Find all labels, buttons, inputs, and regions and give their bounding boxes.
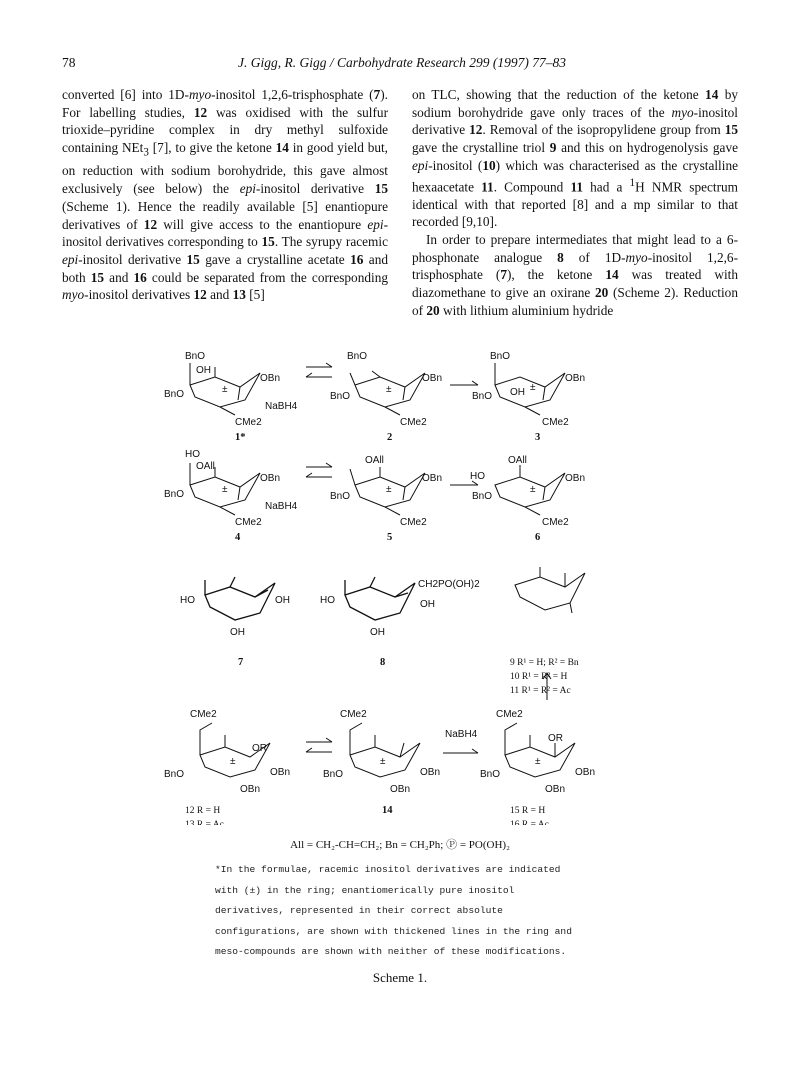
reagent-nabh4: NaBH4 bbox=[265, 501, 298, 512]
label-cme2: CMe2 bbox=[496, 709, 523, 720]
compound-9-definition: 9 R¹ = H; R² = Bn bbox=[510, 658, 579, 668]
label-obn: OBn bbox=[240, 784, 261, 795]
label-cme2: CMe2 bbox=[190, 709, 217, 720]
label-bno: BnO bbox=[472, 491, 493, 502]
label-oh: OH bbox=[230, 627, 245, 638]
footnote-line: derivatives, represented in their correct absolute bbox=[215, 905, 503, 917]
label-bno: BnO bbox=[472, 391, 493, 402]
compound-number: 8 bbox=[380, 657, 386, 668]
label-bno: BnO bbox=[164, 769, 185, 780]
label-bno: BnO bbox=[480, 769, 501, 780]
label-bno: BnO bbox=[164, 389, 185, 400]
label-obn: OBn bbox=[260, 373, 281, 384]
compound-number: 7 bbox=[238, 657, 244, 668]
label-oall: OAll bbox=[508, 455, 527, 466]
label-oh: OH bbox=[196, 365, 211, 376]
label-obn: OBn bbox=[420, 767, 441, 778]
compound-16-definition: 16 R = Ac bbox=[510, 820, 549, 825]
footnote-line: configurations, are shown with thickened lines in the ring and bbox=[215, 925, 572, 937]
label-ho: HO bbox=[470, 471, 485, 482]
racemic-mark: ± bbox=[535, 756, 541, 767]
racemic-mark: ± bbox=[222, 384, 228, 395]
footnote-line: meso-compounds are shown with neither of these modifications. bbox=[215, 946, 567, 958]
label-or: OR bbox=[548, 733, 563, 744]
label-obn: OBn bbox=[422, 373, 443, 384]
right-paragraph-1: on TLC, showing that the reduction of the ketone 14 by sodium borohydride gave only traces of the myo-inositol derivative 12. Removal of the isopropylidene group from 15 gave the crystalline triol 9 and this on hydrogenolysis gave epi-inositol (10) which was characterised as the crystalline hexaacetate 11. Compound 11 had a $^1$H NMR spectrum identical with that reported [8] and a mp similar to that recorded [9,10]. bbox=[412, 87, 739, 230]
label-or: OR bbox=[252, 743, 267, 754]
structure-14 bbox=[350, 723, 420, 777]
label-oh: OH bbox=[275, 595, 290, 606]
label-ch2po: CH2PO(OH)2 bbox=[418, 579, 480, 590]
label-bno: BnO bbox=[330, 491, 351, 502]
left-column bbox=[62, 86, 388, 304]
structure-15 bbox=[505, 723, 575, 777]
right-column bbox=[412, 86, 738, 320]
label-obn: OBn bbox=[422, 473, 443, 484]
label-bno: BnO bbox=[323, 769, 344, 780]
label-oall: OAll bbox=[196, 461, 215, 472]
scheme-footnote bbox=[215, 860, 635, 963]
racemic-mark: ± bbox=[530, 382, 536, 393]
equilibrium-arrows-1-2 bbox=[306, 363, 332, 377]
label-ho: HO bbox=[185, 449, 200, 460]
structure-7 bbox=[205, 577, 275, 620]
racemic-mark: ± bbox=[380, 756, 386, 767]
compound-number: 14 bbox=[382, 805, 393, 816]
compound-number: 6 bbox=[535, 532, 541, 543]
structure-9 bbox=[515, 567, 585, 613]
page-header bbox=[62, 55, 742, 73]
label-cme2: CMe2 bbox=[235, 417, 262, 428]
footnote-line: with (±) in the ring; enantiomerically pure inositol bbox=[215, 884, 515, 896]
running-head: J. Gigg, R. Gigg / Carbohydrate Research 299 (1997) 77–83 bbox=[238, 55, 566, 70]
compound-number: 3 bbox=[535, 432, 541, 443]
compound-15-definition: 15 R = H bbox=[510, 806, 546, 816]
label-ho: HO bbox=[320, 595, 335, 606]
label-bno: BnO bbox=[330, 391, 351, 402]
label-bno: BnO bbox=[347, 351, 368, 362]
label-obn: OBn bbox=[565, 373, 586, 384]
label-bno: BnO bbox=[185, 351, 206, 362]
label-oh: OH bbox=[370, 627, 385, 638]
equilibrium-arrows-4-5 bbox=[306, 463, 332, 477]
label-cme2: CMe2 bbox=[340, 709, 367, 720]
label-obn: OBn bbox=[575, 767, 596, 778]
left-paragraph: converted [6] into 1D-myo-inositol 1,2,6-trisphosphate (7). For labelling studies, 12 was oxidised with the sulfur trioxide–pyridine complex in dry methyl sulfoxide containing NEt$_3$ [7], to give the ketone 14 in good yield but, on reduction with sodium borohydride, this gave almost exclusively (see below) the epi-inositol derivative 15 (Scheme 1). Hence the readily available [5] enantiopure derivatives of 12 will give access to the enantiopure epi-inositol derivatives corresponding to 15. The syrupy racemic epi-inositol derivative 15 gave a crystalline acetate 16 and both 15 and 16 could be separated from the corresponding myo-inositol derivatives 12 and 13 [5] bbox=[62, 87, 389, 303]
racemic-mark: ± bbox=[230, 756, 236, 767]
page-number: 78 bbox=[62, 55, 76, 70]
compound-number: 1* bbox=[235, 432, 246, 443]
label-bno: BnO bbox=[164, 489, 185, 500]
scheme-1-figure bbox=[160, 345, 660, 825]
label-obn: OBn bbox=[390, 784, 411, 795]
scheme-drawing bbox=[160, 345, 660, 825]
label-obn: OBn bbox=[545, 784, 566, 795]
compound-number: 2 bbox=[387, 432, 393, 443]
label-obn: OBn bbox=[565, 473, 586, 484]
right-paragraph-2: In order to prepare intermediates that might lead to a 6-phosphonate analogue 8 of 1D-myo-inositol 1,2,6-trisphosphate (7), the ketone 14 was treated with diazomethane to give an oxirane 20 (Scheme 2). Reduction of 20 with lithium aluminium hydride bbox=[412, 232, 739, 318]
label-cme2: CMe2 bbox=[542, 417, 569, 428]
racemic-mark: ± bbox=[530, 484, 536, 495]
racemic-mark: ± bbox=[386, 484, 392, 495]
compound-11-definition: 11 R¹ = R² = Ac bbox=[510, 686, 571, 696]
label-ho: HO bbox=[180, 595, 195, 606]
label-oh: OH bbox=[420, 599, 435, 610]
label-obn: OBn bbox=[270, 767, 291, 778]
reagent-nabh4: NaBH4 bbox=[265, 401, 298, 412]
label-cme2: CMe2 bbox=[400, 417, 427, 428]
compound-12-definition: 12 R = H bbox=[185, 806, 221, 816]
equilibrium-arrows-12-14 bbox=[306, 738, 332, 752]
arrow-14-15 bbox=[443, 749, 478, 753]
label-bno: BnO bbox=[490, 351, 511, 362]
compound-number: 5 bbox=[387, 532, 393, 543]
footnote-line: *In the formulae, racemic inositol derivatives are indicated bbox=[215, 864, 561, 875]
compound-10-definition: 10 R¹ = R² = H bbox=[510, 672, 568, 682]
compound-number: 4 bbox=[235, 532, 241, 543]
arrow-2-3 bbox=[450, 381, 478, 385]
scheme-caption: Scheme 1. bbox=[372, 970, 428, 985]
label-cme2: CMe2 bbox=[542, 517, 569, 528]
label-oall: OAll bbox=[365, 455, 384, 466]
compound-13-definition: 13 R = Ac bbox=[185, 820, 224, 825]
structure-8 bbox=[345, 577, 415, 620]
racemic-mark: ± bbox=[386, 384, 392, 395]
label-obn: OBn bbox=[260, 473, 281, 484]
label-cme2: CMe2 bbox=[400, 517, 427, 528]
label-oh: OH bbox=[510, 387, 525, 398]
reagent-nabh4: NaBH4 bbox=[445, 729, 478, 740]
label-cme2: CMe2 bbox=[235, 517, 262, 528]
racemic-mark: ± bbox=[222, 484, 228, 495]
scheme-legend: All = CH₂-CH=CH₂; Bn = CH₂Ph; Ⓟ = PO(OH)₂ bbox=[290, 839, 510, 851]
